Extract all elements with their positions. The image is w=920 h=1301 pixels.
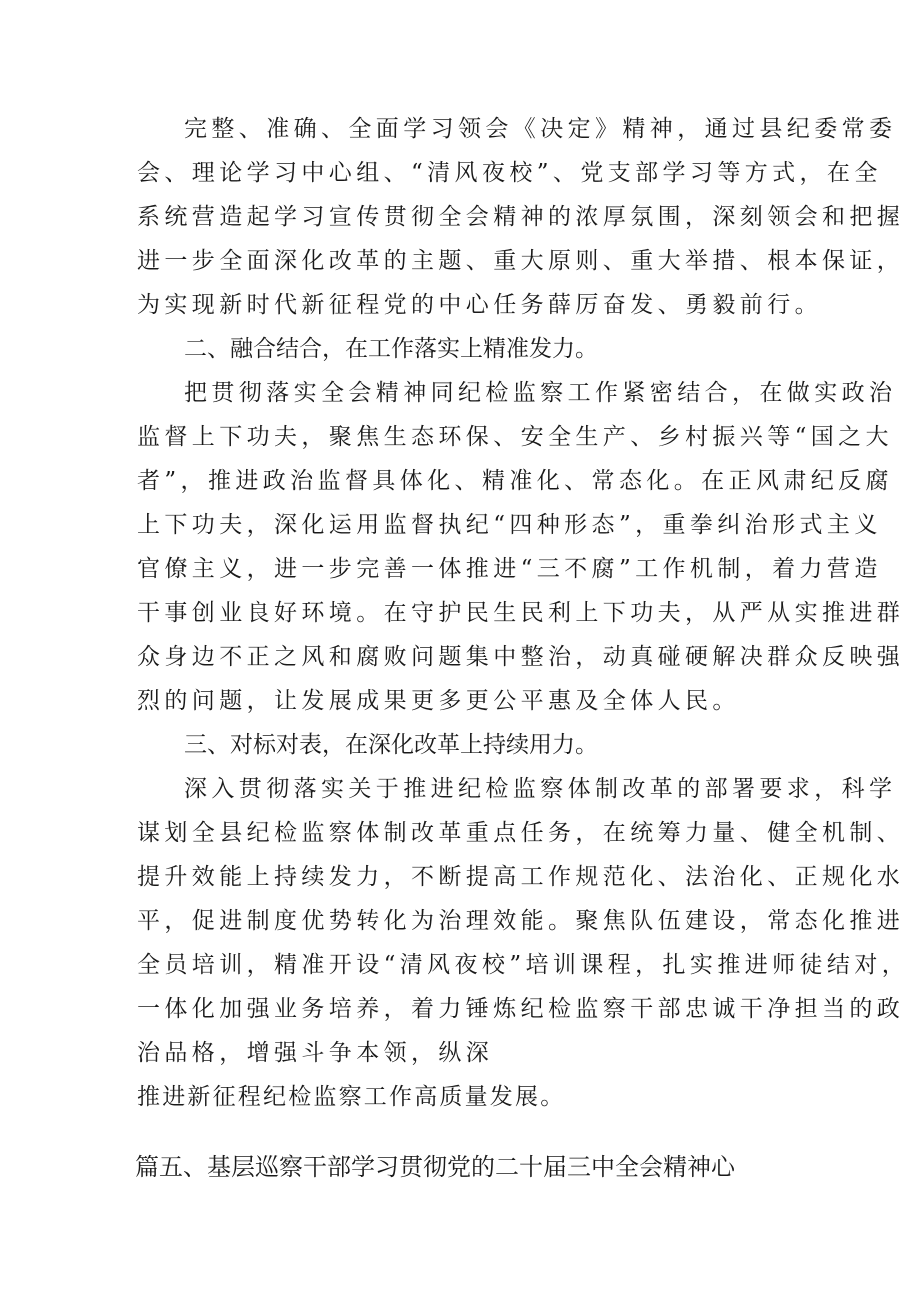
- paragraph-1-line-3: 系统营造起学习宣传贯彻全会精神的浓厚氛围，深刻领会和把握: [137, 204, 905, 230]
- section-heading-3: 三、对标对表，在深化改革上持续用力。: [184, 732, 598, 758]
- paragraph-1-line-4: 进一步全面深化改革的主题、重大原则、重大举措、根本保证，: [137, 248, 905, 274]
- paragraph-2-line-3: 者”，推进政治监督具体化、精准化、常态化。在正风肃纪反腐: [137, 468, 893, 494]
- paragraph-2-line-4: 上下功夫，深化运用监督执纪“四种形态”，重拳纠治形式主义: [137, 512, 882, 538]
- paragraph-1-line-5: 为实现新时代新征程党的中心任务薛厉奋发、勇毅前行。: [137, 292, 822, 318]
- paragraph-2-line-5: 官僚主义，进一步完善一体推进“三不腐”工作机制，着力营造: [137, 556, 882, 582]
- paragraph-3-line-4: 平，促进制度优势转化为治理效能。聚焦队伍建设，常态化推进: [137, 908, 905, 934]
- paragraph-2-line-7: 众身边不正之风和腐败问题集中整治，动真碰硬解决群众反映强: [137, 644, 905, 670]
- paragraph-1-line-1: 完整、准确、全面学习领会《决定》精神，通过县纪委常委: [184, 116, 897, 142]
- paragraph-3-line-5: 全员培训，精准开设“清风夜校”培训课程，扎实推进师徒结对，: [137, 952, 910, 978]
- paragraph-2-line-1: 把贯彻落实全会精神同纪检监察工作紧密结合，在做实政治: [184, 380, 897, 406]
- paragraph-2-line-2: 监督上下功夫，聚焦生态环保、安全生产、乡村振兴等“国之大: [137, 424, 893, 450]
- section-heading-2: 二、融合结合，在工作落实上精准发力。: [184, 336, 598, 362]
- paragraph-2-line-8: 烈的问题，让发展成果更多更公平惠及全体人民。: [137, 688, 740, 714]
- paragraph-1-line-2: 会、理论学习中心组、“清风夜校”、党支部学习等方式，在全: [137, 160, 882, 186]
- paragraph-3-line-6: 一体化加强业务培养，着力锤炼纪检监察干部忠诚干净担当的政: [137, 996, 905, 1022]
- paragraph-3-line-2: 谋划全县纪检监察体制改革重点任务，在统筹力量、健全机制、: [137, 820, 905, 846]
- section-title: 篇五、基层巡察干部学习贯彻党的二十届三中全会精神心: [135, 1153, 735, 1181]
- paragraph-2-line-6: 干事创业良好环境。在守护民生民利上下功夫，从严从实推进群: [137, 600, 905, 626]
- paragraph-3-line-1: 深入贯彻落实关于推进纪检监察体制改革的部署要求，科学: [184, 776, 897, 802]
- paragraph-3-line-7: 治品格，增强斗争本领，纵深: [137, 1040, 494, 1066]
- paragraph-3-line-3: 提升效能上持续发力，不断提高工作规范化、法治化、正规化水: [137, 864, 905, 890]
- paragraph-3-line-8: 推进新征程纪检监察工作高质量发展。: [137, 1084, 566, 1110]
